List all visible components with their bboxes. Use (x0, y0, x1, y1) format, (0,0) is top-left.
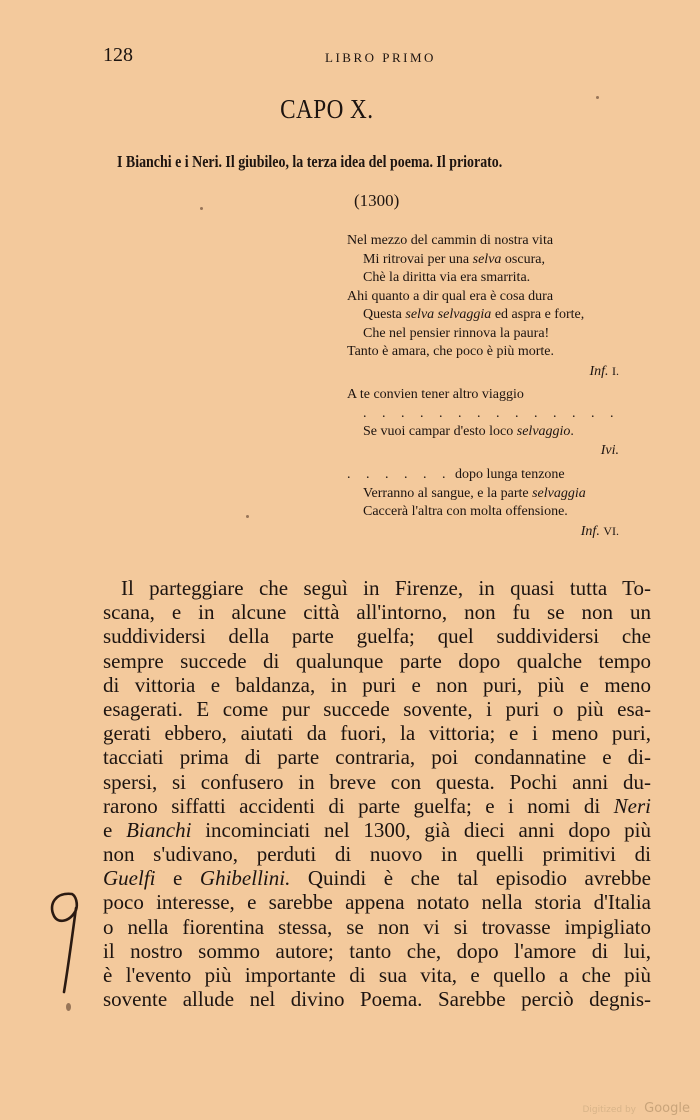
epigraph-line: Che nel pensier rinnova la paura! (363, 325, 550, 341)
italic-term: selvaggia (532, 485, 586, 501)
epigraph-line: Se vuoi campar d'esto loco selvaggio. (363, 424, 574, 439)
body-line: rarono siffatti accidenti di parte guelfa; e i nomi di Neri (103, 793, 651, 818)
digitized-label: Digitized by (582, 1105, 637, 1115)
body-line: il nostro sommo autore; tanto che, dopo l'amore di lui, (103, 938, 651, 963)
body-line: è l'evento più importante di sua vita, e quello a che più (103, 963, 651, 987)
body-line: Il parteggiare che seguì in Firenze, in quasi tutta To- (121, 576, 651, 600)
chapter-title: CAPO X. (280, 94, 374, 124)
page-number: 128 (103, 44, 133, 66)
handwritten-mark (42, 888, 90, 998)
ellipsis-row: . . . . . . . . . . . . . . (363, 405, 620, 421)
ink-speck (246, 515, 249, 518)
citation-canto: VI. (603, 523, 619, 538)
citation-source: Inf. (589, 363, 609, 379)
ellipsis-row: . . . . . . (347, 467, 452, 482)
chapter-year: (1300) (354, 191, 400, 210)
epigraph (347, 232, 667, 540)
epigraph-citation (347, 362, 667, 381)
italic-term: selvaggio (516, 424, 571, 439)
body-text (103, 576, 651, 1011)
epigraph-line: Nel mezzo del cammin di nostra vita (347, 233, 554, 248)
body-line: Guelfi e Ghibellini. Quindi è che tal episodio avrebbe (103, 866, 652, 891)
italic-term: selva (472, 251, 502, 267)
epigraph-line: Tanto è amara, che poco è più morte. (347, 344, 554, 359)
running-head (103, 44, 660, 70)
italic-term: Ghibellini. (199, 866, 291, 891)
italic-term: selva selvaggia (405, 307, 492, 322)
epigraph-line: Caccerà l'altra con molta offensione. (363, 504, 568, 519)
body-line: sempre succede di qualunque parte dopo qualche tempo (103, 648, 651, 673)
italic-term: Guelfi (103, 866, 156, 891)
epigraph-line: A te convien tener altro viaggio (347, 387, 524, 402)
body-line: sovente allude nel divino Poema. Sarebbe perciò degnis- (103, 987, 651, 1012)
epigraph-line: Chè la diritta via era smarrita. (363, 270, 531, 285)
body-line: non s'udivano, perduti di nuovo in quelli primitivi di (103, 842, 651, 867)
epigraph-line-text: dopo lunga tenzone (455, 467, 565, 482)
body-line: o nella fiorentina stessa, se non vi si trovasse impigliato (103, 914, 651, 939)
body-line: tacciati prima di parte contraria, poi condannatine e di- (103, 745, 651, 770)
italic-term: Neri (613, 793, 651, 818)
epigraph-citation (347, 522, 667, 541)
body-line: poco interesse, e sarebbe appena notato nella storia d'Italia (103, 890, 651, 915)
citation-canto: I. (612, 363, 619, 378)
body-line: esagerati. E come pur succede sovente, i puri o più esa- (103, 696, 651, 721)
running-title: LIBRO PRIMO (325, 50, 436, 65)
italic-term: Bianchi (126, 817, 192, 842)
ink-speck (200, 207, 203, 210)
epigraph-citation: Ivi. (600, 442, 619, 458)
body-line: spersi, si confusero in breve con questa. Pochi anni du- (103, 769, 651, 794)
epigraph-line (347, 466, 667, 485)
epigraph-line: Verranno al sangue, e la parte selvaggia (363, 485, 586, 501)
epigraph-line: Questa selva selvaggia ed aspra e forte, (363, 307, 585, 322)
chapter-subtitle: I Bianchi e i Neri. Il giubileo, la terza idea del poema. Il priorato. (117, 152, 503, 171)
body-line: scana, e in alcune città all'intorno, non fu se non un (103, 600, 651, 625)
google-label: Google (644, 1101, 690, 1116)
body-line: di vittoria e baldanza, in puri e non puri, più e meno (103, 672, 651, 697)
ink-speck (596, 96, 599, 99)
epigraph-line: Ahi quanto a dir qual era è cosa dura (347, 288, 554, 304)
ink-speck (66, 1003, 71, 1011)
digitized-watermark (582, 1101, 690, 1116)
body-line: suddividersi della parte guelfa; quel suddividersi che (103, 624, 651, 649)
body-line: e Bianchi incominciati nel 1300, già dieci anni dopo più (103, 817, 651, 842)
epigraph-line: Mi ritrovai per una selva oscura, (363, 251, 545, 267)
citation-source: Inf. (580, 523, 600, 539)
body-line: gerati ebbero, aiutati da fuori, la vittoria; e i meno puri, (103, 721, 651, 746)
